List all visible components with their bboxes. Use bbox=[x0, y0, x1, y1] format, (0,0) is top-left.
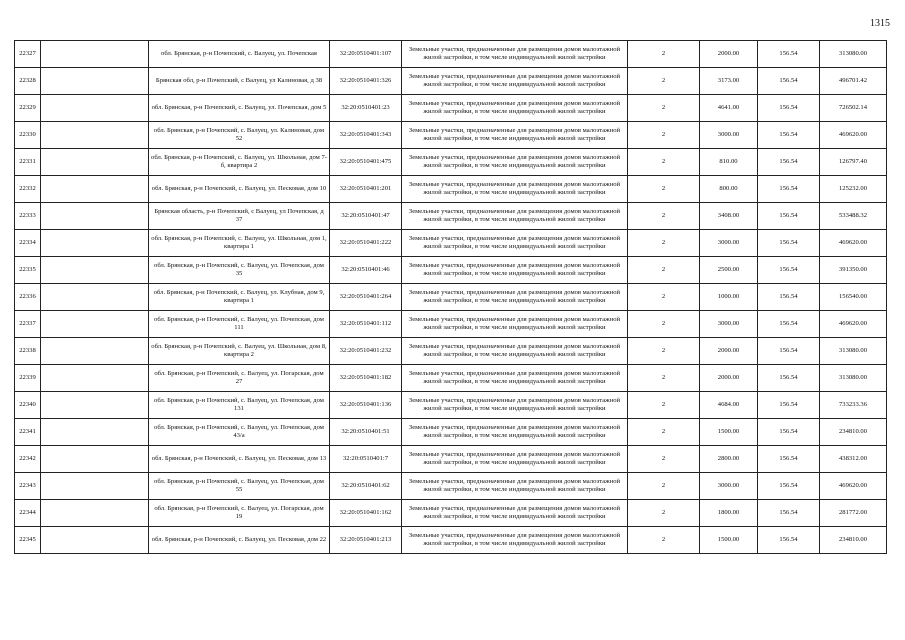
cell-specific-value: 156.54 bbox=[758, 419, 820, 446]
cell-record-number: 22341 bbox=[15, 419, 41, 446]
cell-record-number: 22343 bbox=[15, 473, 41, 500]
cell-area: 1800.00 bbox=[700, 500, 758, 527]
table-row bbox=[15, 473, 887, 500]
cell-area: 3408.00 bbox=[700, 203, 758, 230]
cell-category: 2 bbox=[628, 527, 700, 554]
cell-cadastral-value: 234810.00 bbox=[820, 419, 887, 446]
cell-record-number: 22333 bbox=[15, 203, 41, 230]
cell-land-use: Земельные участки, предназначенные для размещения домов малоэтажной жилой застройки, в том числе индивидуальной жилой застройки bbox=[402, 284, 628, 311]
cell-address: обл. Брянская, р-н Почепский, с. Валуец, ул. Школьная, дом 8, квартира 2 bbox=[149, 338, 330, 365]
cell-land-use: Земельные участки, предназначенные для размещения домов малоэтажной жилой застройки, в том числе индивидуальной жилой застройки bbox=[402, 122, 628, 149]
cell-specific-value: 156.54 bbox=[758, 203, 820, 230]
cell-specific-value: 156.54 bbox=[758, 392, 820, 419]
cell-specific-value: 156.54 bbox=[758, 365, 820, 392]
cell-record-number: 22328 bbox=[15, 68, 41, 95]
cell-specific-value: 156.54 bbox=[758, 446, 820, 473]
cell-cadastral-value: 126797.40 bbox=[820, 149, 887, 176]
cell-land-use: Земельные участки, предназначенные для размещения домов малоэтажной жилой застройки, в том числе индивидуальной жилой застройки bbox=[402, 392, 628, 419]
cell-cadastral-number: 32:20:0510401:232 bbox=[330, 338, 402, 365]
table-row bbox=[15, 311, 887, 338]
table-row bbox=[15, 338, 887, 365]
cell-cadastral-value: 234810.00 bbox=[820, 527, 887, 554]
cell-cadastral-value: 726502.14 bbox=[820, 95, 887, 122]
cell-empty bbox=[41, 95, 149, 122]
table-row bbox=[15, 500, 887, 527]
cell-empty bbox=[41, 68, 149, 95]
cell-empty bbox=[41, 446, 149, 473]
cell-address: обл. Брянская, р-н Почепский, с. Валуец, ул. Почепская, дом 55 bbox=[149, 473, 330, 500]
cell-specific-value: 156.54 bbox=[758, 311, 820, 338]
cell-cadastral-value: 281772.00 bbox=[820, 500, 887, 527]
cell-record-number: 22334 bbox=[15, 230, 41, 257]
cell-specific-value: 156.54 bbox=[758, 527, 820, 554]
cell-area: 2500.00 bbox=[700, 257, 758, 284]
cell-address: обл. Брянская, р-н Почепский, с. Валуец, ул. Песковая, дом 22 bbox=[149, 527, 330, 554]
cell-land-use: Земельные участки, предназначенные для размещения домов малоэтажной жилой застройки, в том числе индивидуальной жилой застройки bbox=[402, 311, 628, 338]
cell-land-use: Земельные участки, предназначенные для размещения домов малоэтажной жилой застройки, в том числе индивидуальной жилой застройки bbox=[402, 68, 628, 95]
cell-address: обл. Брянская, р-н Почепский, с. Валуец, ул. Песковая, дом 13 bbox=[149, 446, 330, 473]
cell-category: 2 bbox=[628, 149, 700, 176]
cell-cadastral-number: 32:20:0510401:51 bbox=[330, 419, 402, 446]
cell-specific-value: 156.54 bbox=[758, 284, 820, 311]
cell-cadastral-number: 32:20:0510401:213 bbox=[330, 527, 402, 554]
cell-record-number: 22330 bbox=[15, 122, 41, 149]
cell-cadastral-value: 469620.00 bbox=[820, 473, 887, 500]
cell-land-use: Земельные участки, предназначенные для размещения домов малоэтажной жилой застройки, в том числе индивидуальной жилой застройки bbox=[402, 419, 628, 446]
cell-category: 2 bbox=[628, 257, 700, 284]
cell-cadastral-number: 32:20:0510401:47 bbox=[330, 203, 402, 230]
cell-empty bbox=[41, 230, 149, 257]
cell-cadastral-number: 32:20:0510401:182 bbox=[330, 365, 402, 392]
cell-address: обл. Брянская, р-н Почепский, с. Валуец, ул. Клубная, дом 9, квартира 1 bbox=[149, 284, 330, 311]
cell-cadastral-value: 733233.36 bbox=[820, 392, 887, 419]
cell-cadastral-number: 32:20:0510401:475 bbox=[330, 149, 402, 176]
cell-empty bbox=[41, 311, 149, 338]
cell-record-number: 22338 bbox=[15, 338, 41, 365]
cell-empty bbox=[41, 149, 149, 176]
table-row bbox=[15, 392, 887, 419]
cell-area: 2000.00 bbox=[700, 41, 758, 68]
cell-land-use: Земельные участки, предназначенные для размещения домов малоэтажной жилой застройки, в том числе индивидуальной жилой застройки bbox=[402, 338, 628, 365]
cell-empty bbox=[41, 392, 149, 419]
table-body bbox=[15, 41, 887, 554]
cell-specific-value: 156.54 bbox=[758, 176, 820, 203]
cell-category: 2 bbox=[628, 419, 700, 446]
cell-empty bbox=[41, 176, 149, 203]
table-row bbox=[15, 95, 887, 122]
cell-category: 2 bbox=[628, 392, 700, 419]
cell-category: 2 bbox=[628, 95, 700, 122]
cell-land-use: Земельные участки, предназначенные для размещения домов малоэтажной жилой застройки, в том числе индивидуальной жилой застройки bbox=[402, 257, 628, 284]
table-row bbox=[15, 284, 887, 311]
cell-cadastral-number: 32:20:0510401:264 bbox=[330, 284, 402, 311]
cell-area: 1000.00 bbox=[700, 284, 758, 311]
cell-category: 2 bbox=[628, 365, 700, 392]
table-row bbox=[15, 68, 887, 95]
table-row bbox=[15, 203, 887, 230]
cell-empty bbox=[41, 500, 149, 527]
cell-land-use: Земельные участки, предназначенные для размещения домов малоэтажной жилой застройки, в том числе индивидуальной жилой застройки bbox=[402, 473, 628, 500]
cell-cadastral-number: 32:20:0510401:136 bbox=[330, 392, 402, 419]
cell-empty bbox=[41, 365, 149, 392]
table-row bbox=[15, 176, 887, 203]
cell-cadastral-value: 469620.00 bbox=[820, 311, 887, 338]
table-row bbox=[15, 230, 887, 257]
cell-specific-value: 156.54 bbox=[758, 257, 820, 284]
cell-empty bbox=[41, 338, 149, 365]
cell-specific-value: 156.54 bbox=[758, 149, 820, 176]
cell-land-use: Земельные участки, предназначенные для размещения домов малоэтажной жилой застройки, в том числе индивидуальной жилой застройки bbox=[402, 500, 628, 527]
cell-area: 4641.00 bbox=[700, 95, 758, 122]
cell-cadastral-number: 32:20:0510401:222 bbox=[330, 230, 402, 257]
page-number: 1315 bbox=[870, 18, 890, 29]
cell-area: 3000.00 bbox=[700, 122, 758, 149]
cell-area: 810.00 bbox=[700, 149, 758, 176]
cell-area: 3000.00 bbox=[700, 311, 758, 338]
cell-empty bbox=[41, 527, 149, 554]
table-row bbox=[15, 41, 887, 68]
cell-cadastral-value: 496701.42 bbox=[820, 68, 887, 95]
table-row bbox=[15, 122, 887, 149]
cell-cadastral-value: 313080.00 bbox=[820, 41, 887, 68]
cell-address: Брянская обл, р-н Почепский, с Валуец, ул Калиновая, д 38 bbox=[149, 68, 330, 95]
cell-cadastral-number: 32:20:0510401:7 bbox=[330, 446, 402, 473]
table-row bbox=[15, 527, 887, 554]
cell-category: 2 bbox=[628, 284, 700, 311]
cell-category: 2 bbox=[628, 68, 700, 95]
cell-specific-value: 156.54 bbox=[758, 95, 820, 122]
cell-cadastral-value: 469620.00 bbox=[820, 122, 887, 149]
cell-record-number: 22339 bbox=[15, 365, 41, 392]
cell-address: обл. Брянская, р-н Почепский, с. Валуец, ул. Почепская, дом 111 bbox=[149, 311, 330, 338]
cell-category: 2 bbox=[628, 473, 700, 500]
cell-land-use: Земельные участки, предназначенные для размещения домов малоэтажной жилой застройки, в том числе индивидуальной жилой застройки bbox=[402, 149, 628, 176]
cell-cadastral-value: 469620.00 bbox=[820, 230, 887, 257]
cell-category: 2 bbox=[628, 230, 700, 257]
cell-cadastral-number: 32:20:0510401:23 bbox=[330, 95, 402, 122]
cell-record-number: 22344 bbox=[15, 500, 41, 527]
cell-cadastral-number: 32:20:0510401:343 bbox=[330, 122, 402, 149]
cell-specific-value: 156.54 bbox=[758, 230, 820, 257]
table-row bbox=[15, 257, 887, 284]
cell-specific-value: 156.54 bbox=[758, 500, 820, 527]
cell-area: 2800.00 bbox=[700, 446, 758, 473]
cell-record-number: 22331 bbox=[15, 149, 41, 176]
cell-record-number: 22335 bbox=[15, 257, 41, 284]
cell-category: 2 bbox=[628, 176, 700, 203]
cell-area: 4684.00 bbox=[700, 392, 758, 419]
cell-land-use: Земельные участки, предназначенные для размещения домов малоэтажной жилой застройки, в том числе индивидуальной жилой застройки bbox=[402, 527, 628, 554]
cell-empty bbox=[41, 257, 149, 284]
cell-category: 2 bbox=[628, 338, 700, 365]
cell-address: обл. Брянская, р-н Почепский, с. Валуец, ул. Почепская, дом 5 bbox=[149, 95, 330, 122]
cell-land-use: Земельные участки, предназначенные для размещения домов малоэтажной жилой застройки, в том числе индивидуальной жилой застройки bbox=[402, 365, 628, 392]
cell-land-use: Земельные участки, предназначенные для размещения домов малоэтажной жилой застройки, в том числе индивидуальной жилой застройки bbox=[402, 230, 628, 257]
cell-area: 3000.00 bbox=[700, 230, 758, 257]
cell-area: 3000.00 bbox=[700, 473, 758, 500]
table-row bbox=[15, 149, 887, 176]
cell-address: обл. Брянская, р-н Почепский, с. Валуец, ул. Погарская, дом 27 bbox=[149, 365, 330, 392]
cell-record-number: 22332 bbox=[15, 176, 41, 203]
cell-record-number: 22340 bbox=[15, 392, 41, 419]
cell-address: обл. Брянская, р-н Почепский, с. Валуец, ул. Почепская, дом 43/а bbox=[149, 419, 330, 446]
cell-cadastral-number: 32:20:0510401:112 bbox=[330, 311, 402, 338]
cell-cadastral-number: 32:20:0510401:162 bbox=[330, 500, 402, 527]
cell-land-use: Земельные участки, предназначенные для размещения домов малоэтажной жилой застройки, в том числе индивидуальной жилой застройки bbox=[402, 41, 628, 68]
cell-cadastral-value: 125232.00 bbox=[820, 176, 887, 203]
cell-empty bbox=[41, 41, 149, 68]
cell-category: 2 bbox=[628, 203, 700, 230]
cell-area: 1500.00 bbox=[700, 419, 758, 446]
cell-address: обл. Брянская, р-н Почепский, с. Валуец, ул. Песковая, дом 10 bbox=[149, 176, 330, 203]
cell-address: обл. Брянская, р-н Почепский, с. Валуец, ул. Школьная, дом 1, квартира 1 bbox=[149, 230, 330, 257]
cell-cadastral-number: 32:20:0510401:46 bbox=[330, 257, 402, 284]
cell-cadastral-value: 313080.00 bbox=[820, 338, 887, 365]
cell-specific-value: 156.54 bbox=[758, 41, 820, 68]
cell-category: 2 bbox=[628, 41, 700, 68]
cell-empty bbox=[41, 284, 149, 311]
cell-cadastral-value: 156540.00 bbox=[820, 284, 887, 311]
cell-empty bbox=[41, 203, 149, 230]
cell-category: 2 bbox=[628, 446, 700, 473]
cell-category: 2 bbox=[628, 500, 700, 527]
cell-cadastral-value: 391350.00 bbox=[820, 257, 887, 284]
cell-cadastral-number: 32:20:0510401:326 bbox=[330, 68, 402, 95]
cell-empty bbox=[41, 122, 149, 149]
table-row bbox=[15, 446, 887, 473]
cell-area: 3173.00 bbox=[700, 68, 758, 95]
cell-specific-value: 156.54 bbox=[758, 473, 820, 500]
cell-address: Брянская область, р-н Почепский, с Валуец, ул Почепская, д 37 bbox=[149, 203, 330, 230]
cell-land-use: Земельные участки, предназначенные для размещения домов малоэтажной жилой застройки, в том числе индивидуальной жилой застройки bbox=[402, 203, 628, 230]
cell-category: 2 bbox=[628, 122, 700, 149]
cell-record-number: 22342 bbox=[15, 446, 41, 473]
cell-record-number: 22345 bbox=[15, 527, 41, 554]
cell-record-number: 22327 bbox=[15, 41, 41, 68]
cell-land-use: Земельные участки, предназначенные для размещения домов малоэтажной жилой застройки, в том числе индивидуальной жилой застройки bbox=[402, 95, 628, 122]
cell-address: обл. Брянская, р-н Почепский, с. Валуец, ул. Почепская bbox=[149, 41, 330, 68]
cadastral-value-table bbox=[14, 40, 887, 554]
cell-land-use: Земельные участки, предназначенные для размещения домов малоэтажной жилой застройки, в том числе индивидуальной жилой застройки bbox=[402, 446, 628, 473]
cell-cadastral-number: 32:20:0510401:62 bbox=[330, 473, 402, 500]
cell-address: обл. Брянская, р-н Почепский, с. Валуец, ул. Почепская, дом 35 bbox=[149, 257, 330, 284]
cell-area: 2000.00 bbox=[700, 338, 758, 365]
cell-cadastral-number: 32:20:0510401:201 bbox=[330, 176, 402, 203]
cell-land-use: Земельные участки, предназначенные для размещения домов малоэтажной жилой застройки, в том числе индивидуальной жилой застройки bbox=[402, 176, 628, 203]
cell-address: обл. Брянская, р-н Почепский, с. Валуец, ул. Школьная, дом 7-б, квартира 2 bbox=[149, 149, 330, 176]
cell-area: 800.00 bbox=[700, 176, 758, 203]
cell-area: 1500.00 bbox=[700, 527, 758, 554]
table-row bbox=[15, 419, 887, 446]
cell-address: обл. Брянская, р-н Почепский, с. Валуец, ул. Почепская, дом 131 bbox=[149, 392, 330, 419]
cell-specific-value: 156.54 bbox=[758, 122, 820, 149]
cell-record-number: 22337 bbox=[15, 311, 41, 338]
cell-category: 2 bbox=[628, 311, 700, 338]
table-row bbox=[15, 365, 887, 392]
cell-cadastral-value: 313080.00 bbox=[820, 365, 887, 392]
cell-cadastral-number: 32:20:0510401:107 bbox=[330, 41, 402, 68]
cell-empty bbox=[41, 473, 149, 500]
cell-specific-value: 156.54 bbox=[758, 68, 820, 95]
cell-record-number: 22336 bbox=[15, 284, 41, 311]
cell-specific-value: 156.54 bbox=[758, 338, 820, 365]
cell-cadastral-value: 438312.00 bbox=[820, 446, 887, 473]
cell-cadastral-value: 533488.32 bbox=[820, 203, 887, 230]
cell-empty bbox=[41, 419, 149, 446]
cell-record-number: 22329 bbox=[15, 95, 41, 122]
cell-address: обл. Брянская, р-н Почепский, с. Валуец, ул. Калиновая, дом 52 bbox=[149, 122, 330, 149]
cell-address: обл. Брянская, р-н Почепский, с. Валуец, ул. Погарская, дом 19 bbox=[149, 500, 330, 527]
cell-area: 2000.00 bbox=[700, 365, 758, 392]
